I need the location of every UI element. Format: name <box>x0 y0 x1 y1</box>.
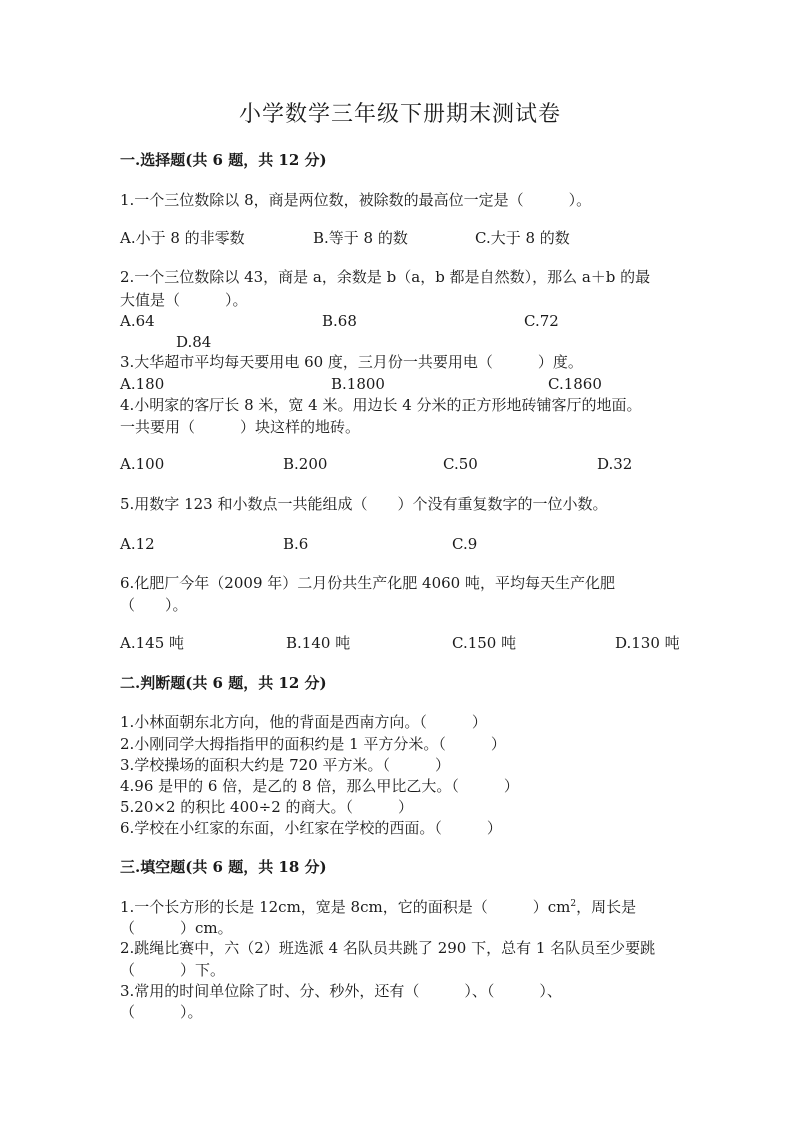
question-2-line1: 2.一个三位数除以 43，商是 a，余数是 b（a，b 都是自然数），那么 a＋b 的最 <box>120 268 651 286</box>
q4-option-c: C.50 <box>443 455 478 473</box>
q5-option-a: A.12 <box>120 535 155 553</box>
fill-question-1-line1 <box>120 897 636 917</box>
q1-option-c: C.大于 8 的数 <box>475 229 570 247</box>
q3-option-a: A.180 <box>120 375 165 393</box>
question-3-text: 3.大华超市平均每天要用电 60 度，三月份一共要用电（ ）度。 <box>120 353 583 371</box>
q1-option-b: B.等于 8 的数 <box>313 229 408 247</box>
section-heading-judgement: 二.判断题(共 6 题，共 12 分) <box>120 674 327 692</box>
fill-question-3-line1: 3.常用的时间单位除了时、分、秒外，还有（ ）、（ ）、 <box>120 982 562 1000</box>
superscript-2: 2 <box>570 899 577 909</box>
judgement-item-3: 3.学校操场的面积大约是 720 平方米。（ ） <box>120 756 450 774</box>
section-heading-fill-in: 三.填空题(共 6 题，共 18 分) <box>120 858 327 876</box>
q6-option-d: D.130 吨 <box>615 634 680 652</box>
page-title: 小学数学三年级下册期末测试卷 <box>238 102 561 127</box>
q4-option-a: A.100 <box>120 455 165 473</box>
judgement-item-4: 4.96 是甲的 6 倍，是乙的 8 倍，那么甲比乙大。（ ） <box>120 777 519 795</box>
q6-option-c: C.150 吨 <box>452 634 517 652</box>
question-2-line2: 大值是（ ）。 <box>120 291 248 309</box>
q3-option-c: C.1860 <box>548 375 602 393</box>
q2-option-b: B.68 <box>322 312 357 330</box>
q2-option-a: A.64 <box>120 312 155 330</box>
q1-option-a: A.小于 8 的非零数 <box>120 229 245 247</box>
q4-option-d: D.32 <box>597 455 633 473</box>
q2-option-d: D.84 <box>176 333 212 351</box>
q5-option-c: C.9 <box>452 535 478 553</box>
question-5-text: 5.用数字 123 和小数点一共能组成（ ）个没有重复数字的一位小数。 <box>120 495 608 513</box>
fill-question-3-line2: （ ）。 <box>120 1003 203 1021</box>
question-4-line1: 4.小明家的客厅长 8 米，宽 4 米。用边长 4 分米的正方形地砖铺客厅的地面。 <box>120 396 642 414</box>
question-4-line2: 一共要用（ ）块这样的地砖。 <box>120 418 361 436</box>
q5-option-b: B.6 <box>283 535 309 553</box>
fill-q1-text-a: 1.一个长方形的长是 12cm，宽是 8cm，它的面积是（ ）cm <box>120 898 571 916</box>
question-1-text: 1.一个三位数除以 8，商是两位数，被除数的最高位一定是（ ）。 <box>120 191 592 209</box>
judgement-item-1: 1.小林面朝东北方向，他的背面是西南方向。（ ） <box>120 713 487 731</box>
fill-question-2-line2: （ ）下。 <box>120 961 226 979</box>
q3-option-b: B.1800 <box>331 375 385 393</box>
fill-question-2-line1: 2.跳绳比赛中，六（2）班选派 4 名队员共跳了 290 下，总有 1 名队员至少要跳 <box>120 939 656 957</box>
judgement-item-5: 5.20×2 的积比 400÷2 的商大。（ ） <box>120 798 414 816</box>
q2-option-c: C.72 <box>524 312 559 330</box>
q6-option-b: B.140 吨 <box>286 634 351 652</box>
question-6-line2: （ ）。 <box>120 596 188 614</box>
fill-question-1-line2: （ ）cm。 <box>120 919 233 937</box>
question-6-line1: 6.化肥厂今年（2009 年）二月份共生产化肥 4060 吨，平均每天生产化肥 <box>120 574 615 592</box>
section-heading-choice: 一.选择题(共 6 题，共 12 分) <box>120 151 327 169</box>
fill-q1-text-b: ，周长是 <box>576 898 637 916</box>
q4-option-b: B.200 <box>283 455 328 473</box>
judgement-item-6: 6.学校在小红家的东面，小红家在学校的西面。（ ） <box>120 819 502 837</box>
q6-option-a: A.145 吨 <box>120 634 184 652</box>
judgement-item-2: 2.小刚同学大拇指指甲的面积约是 1 平方分米。（ ） <box>120 735 506 753</box>
